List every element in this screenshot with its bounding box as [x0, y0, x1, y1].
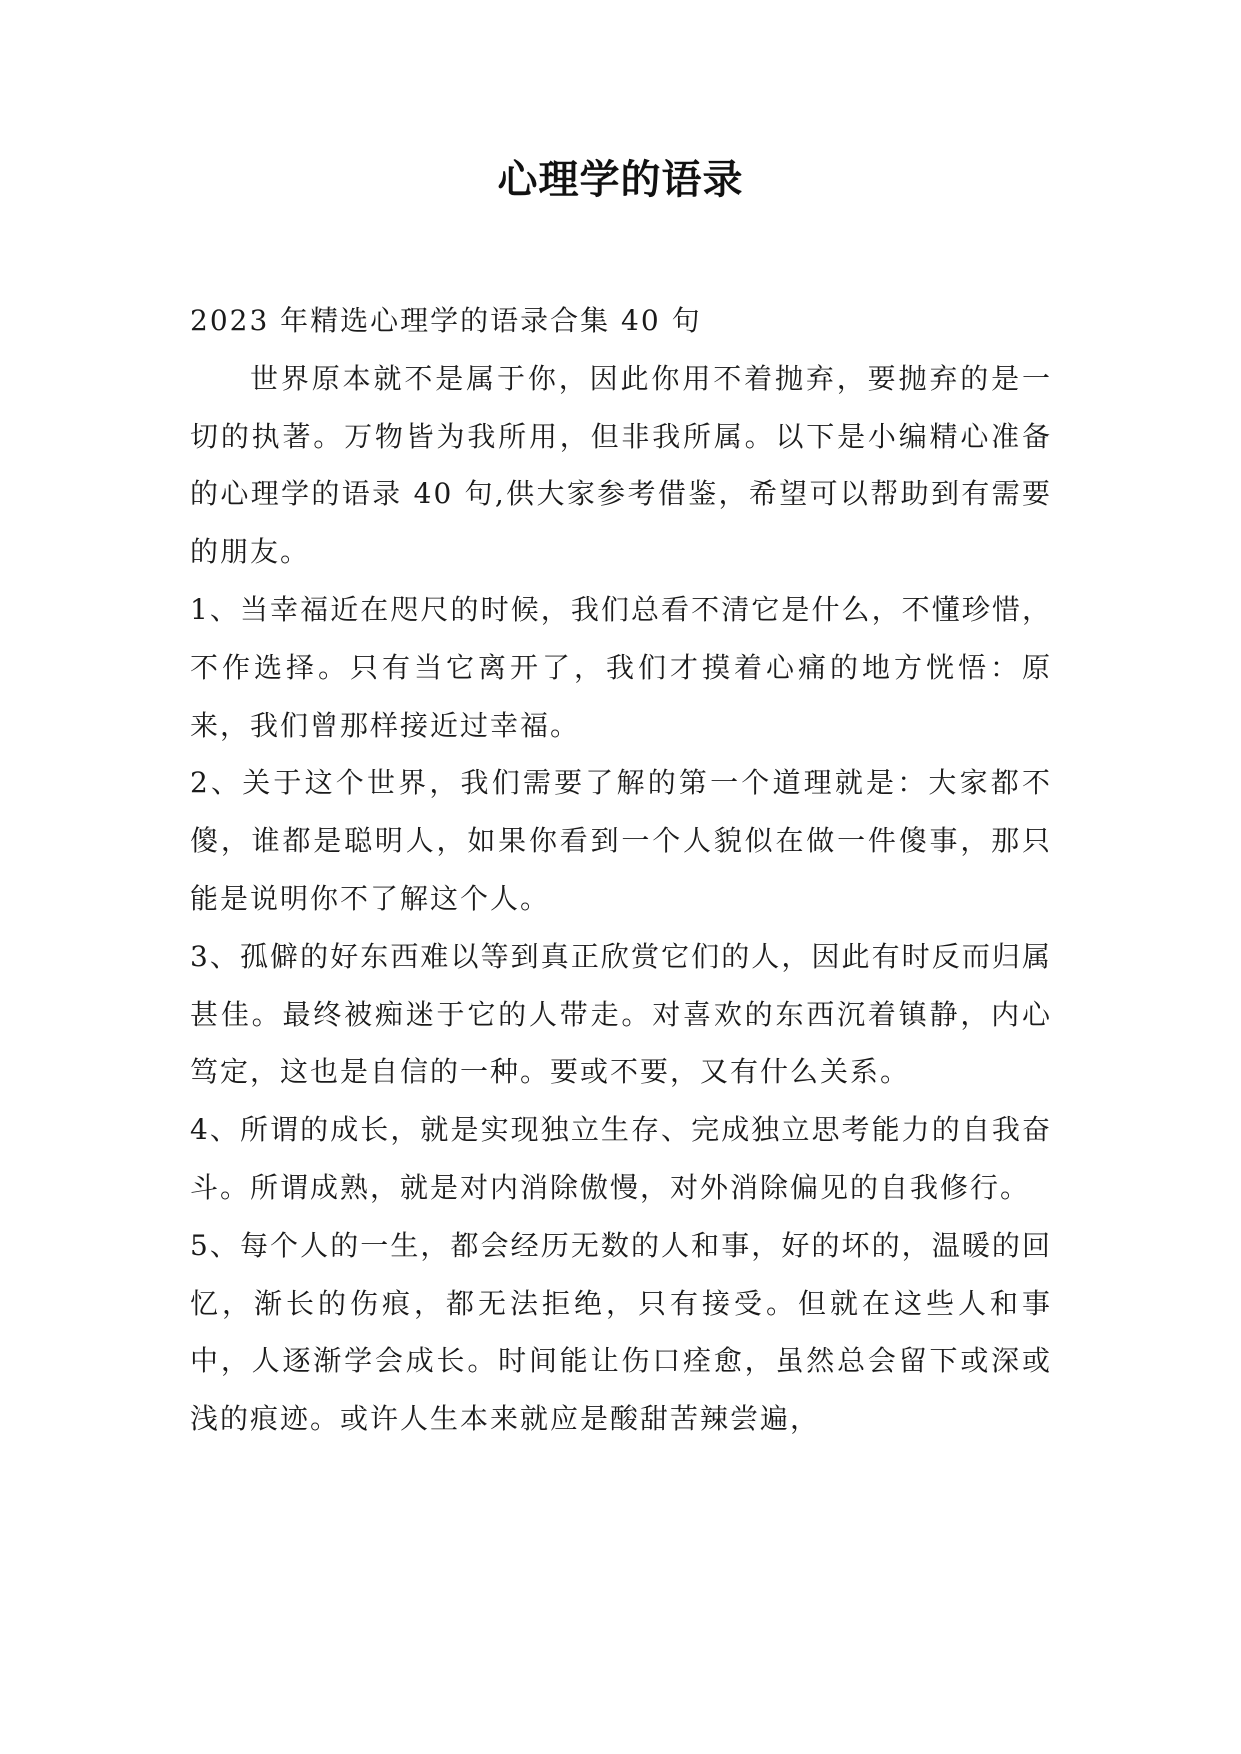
quote-paragraph-3: 3、孤僻的好东西难以等到真正欣赏它们的人，因此有时反而归属甚佳。最终被痴迷于它的人带走。对喜欢的东西沉着镇静，内心笃定，这也是自信的一种。要或不要，又有什么关系。 — [190, 939, 1052, 1089]
document-subtitle: 2023 年精选心理学的语录合集 40 句 — [190, 304, 702, 337]
page-title: 心理学的语录 — [497, 157, 744, 203]
quote-paragraph-5: 5、每个人的一生，都会经历无数的人和事，好的坏的，温暖的回忆，渐长的伤痕，都无法拒绝，只有接受。但就在这些人和事中，人逐渐学会成长。时间能让伤口痊愈，虽然总会留下或深或浅的痕迹。或许人生本来就应是酸甜苦辣尝遍， — [190, 1228, 1052, 1436]
quote-paragraph-2: 2、关于这个世界，我们需要了解的第一个道理就是：大家都不傻，谁都是聪明人，如果你看到一个人貌似在做一件傻事，那只能是说明你不了解这个人。 — [190, 766, 1052, 915]
quote-paragraph-4: 4、所谓的成长，就是实现独立生存、完成独立思考能力的自我奋斗。所谓成熟，就是对内消除傲慢，对外消除偏见的自我修行。 — [190, 1113, 1052, 1204]
quote-paragraph-1: 1、当幸福近在咫尺的时候，我们总看不清它是什么，不懂珍惜，不作选择。只有当它离开了，我们才摸着心痛的地方恍悟：原来，我们曾那样接近过幸福。 — [190, 592, 1052, 742]
intro-paragraph: 世界原本就不是属于你，因此你用不着抛弃，要抛弃的是一切的执著。万物皆为我所用，但非我所属。以下是小编精心准备的心理学的语录 40 句,供大家参考借鉴，希望可以帮助到有需要的朋友。 — [190, 361, 1052, 569]
document-body — [190, 292, 1052, 1448]
